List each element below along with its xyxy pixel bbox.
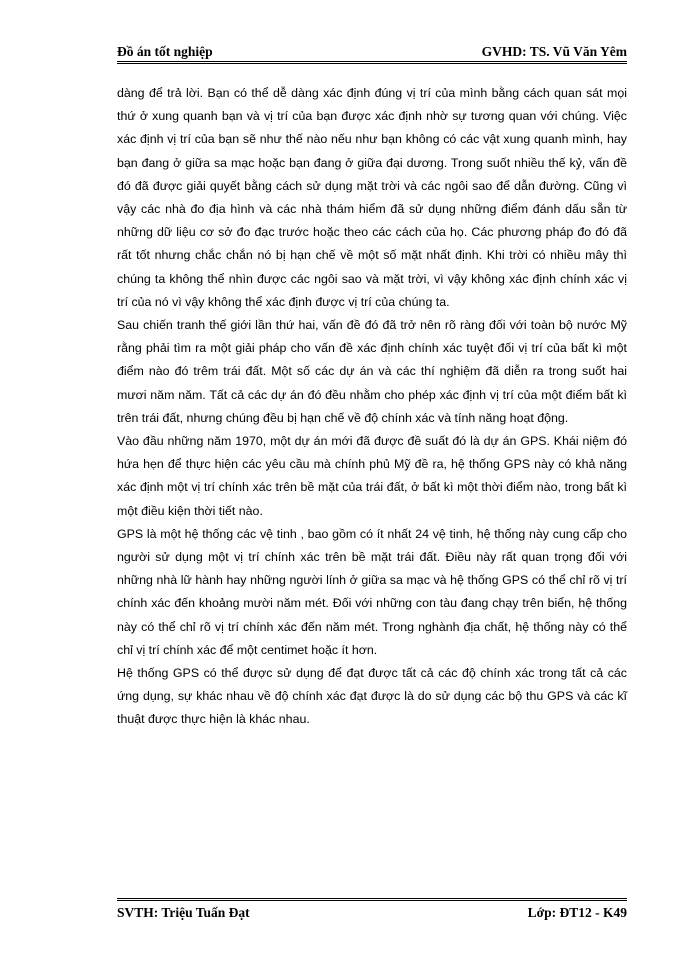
footer-divider [117, 898, 627, 901]
page-footer [117, 905, 627, 927]
paragraph: Hệ thống GPS có thể được sử dụng để đạt được tất cả các độ chính xác trong tất cả các ứng dụng, sự khác nhau về độ chính xác đạt được là do sử dụng các bộ thu GPS và các kĩ thuật được thực hiện là khác nhau. [117, 666, 627, 727]
class-label: Lớp: ĐT12 - K49 [527, 905, 627, 920]
supervisor-label: GVHD: TS. Vũ Văn Yêm [481, 44, 627, 59]
paragraph: Sau chiến tranh thế giới lần thứ hai, vấn đề đó đã trở nên rõ ràng đối với toàn bộ nước Mỹ rằng phải tìm ra một giải pháp cho vấn đề xác định chính xác tuyệt đối vị trí của bất kì một điểm nào đó trêm trái đất. Một số các dự án và các thí nghiệm đã diễn ra trong suốt hai mươi năm năm. Tất cả các dự án đó đều nhằm cho phép xác định vị trí của một điểm bất kì trên trái đất, nhưng chúng đều bị hạn chế về độ chính xác và tính năng hoạt động. [117, 318, 627, 425]
paragraph: dàng để trả lời. Bạn có thể dễ dàng xác định đúng vị trí của mình bằng cách quan sát mọi thứ ở xung quanh bạn và vị trí của bạn được xác định nhờ sự tương quan với chúng. Việc xác định vị trí của bạn sẽ như thế nào nếu như bạn không có các vật xung quanh mình, hay bạn đang ở giữa sa mạc hoặc bạn đang ở giữa đại dương. Trong suốt nhiều thế kỷ, vấn đề đó đã được giải quyết bằng cách sử dụng mặt trời và các ngôi sao để dẫn đường. Cũng vì vậy các nhà đo địa hình và các nhà thám hiểm đã sử dụng những điểm đánh dấu sẵn từ những dữ liệu cơ sở đo đạc trước hoặc theo các cách của họ. Các phương pháp đo đó đã rất tốt nhưng chắc chắn nó bị hạn chế về một số mặt nhất định. Khi trời có nhiều mây thì chúng ta không thể nhìn được các ngôi sao và mặt trời, vì vậy không xác định chính xác vị trí của nó vì vậy không thể xác định được vị trí của chúng ta. [117, 86, 627, 309]
paragraph: Vào đầu những năm 1970, một dự án mới đã được đề suất đó là dự án GPS. Khái niệm đó hứa hẹn để thực hiện các yêu cầu mà chính phủ Mỹ đề ra, hệ thống GPS này có khả năng xác định một vị trí chính xác trên bề mặt của trái đất, ở bất kì một thời điểm nào, trong bất kì một điều kiện thời tiết nào. [117, 434, 627, 518]
document-body [117, 82, 627, 732]
page-header [117, 40, 627, 62]
document-title: Đồ án tốt nghiệp [117, 44, 213, 59]
paragraph: GPS là một hệ thống các vệ tinh , bao gồm có ít nhất 24 vệ tinh, hệ thống này cung cấp cho người sử dụng một vị trí chính xác trên bề mặt trái đất. Điều này rất quan trọng đối với những nhà lữ hành hay những người lính ở giữa sa mạc và hệ thống GPS có thể chỉ rõ vị trí chính xác đến khoảng mười năm mét. Đối với những con tàu đang chạy trên biển, hệ thống này có thể chỉ rõ vị trí chính xác đến năm mét. Trong nghành địa chất, hệ thống này có thể chỉ vị trí chính xác để một centimet hoặc ít hơn. [117, 526, 627, 657]
header-divider [117, 61, 627, 64]
student-label: SVTH: Triệu Tuấn Đạt [117, 905, 250, 920]
